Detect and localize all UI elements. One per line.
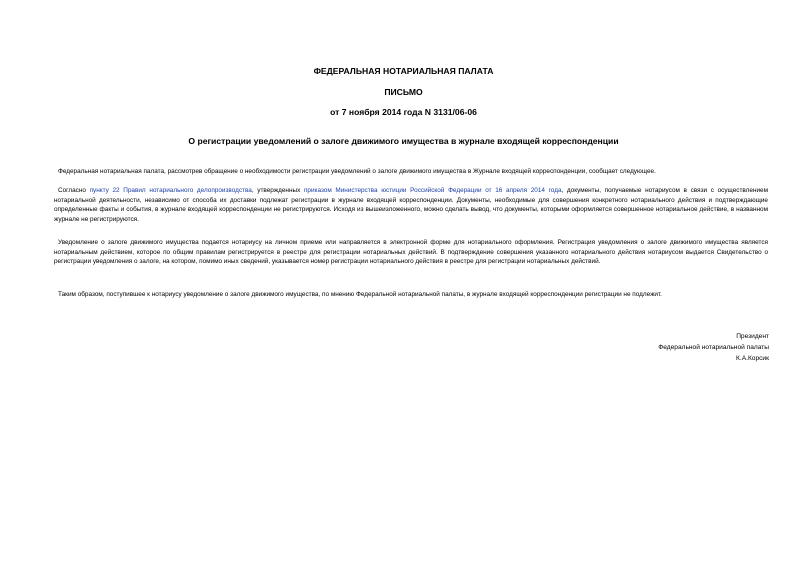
org-title: ФЕДЕРАЛЬНАЯ НОТАРИАЛЬНАЯ ПАЛАТА [313, 66, 494, 76]
signature-name: К.А.Корсик [736, 355, 769, 362]
document-type: ПИСЬМО [384, 87, 423, 97]
paragraph-3: Уведомление о залоге движимого имущества подается нотариусу на личном приеме или направляется в электронной форме для нотариального оформления. Регистрация уведомления о залоге движимого имущества является нотариальным действием, которое по общим правилам регистрируется в реестре для регистрации нотариальных действий. В подтверждение совершения указанного нотариального действия нотариусом выдается Свидетельство о регистрации уведомления о залоге, на котором, помимо иных сведений, указывается номер регистрации нотариального действия в реестре для регистрации нотариальных действий. [54, 239, 768, 266]
paragraph-2-mid: , утвержденных [251, 187, 304, 194]
signature-block [658, 331, 769, 364]
paragraph-4: Таким образом, поступившее к нотариусу уведомление о залоге движимого имущества, по мнению Федеральной нотариальной палаты, в журнале входящей корреспонденции регистрации не подлежит. [58, 291, 662, 298]
rules-link[interactable]: пункту 22 Правил нотариального делопроизводства [89, 187, 252, 194]
paragraph-2 [54, 186, 768, 224]
order-link[interactable]: приказом Министерства юстиции Российской Федерации от 16 апреля 2014 года [303, 187, 562, 194]
paragraph-1: Федеральная нотариальная палата, рассмотрев обращение о необходимости регистрации уведомлений о залоге движимого имущества в Журнале входящей корреспонденции, сообщает следующее. [58, 168, 656, 175]
paragraph-2-suffix: , документы, получаемые нотариусом в связи с осуществлением нотариальной деятельности, независимо от способа их доставки подлежат регистрации в журнале входящей корреспонденции. Документы, необходимые для совершения конкретного нотариального действия и подтверждающие определенные факты и события, в журнале входящей корреспонденции не регистрируются. Исходя из вышеизложенного, можно сделать вывод, что документы, которыми оформляется совершенное нотариальное действие, в названном журнале не регистрируются. [54, 187, 768, 223]
signature-title: Президент [736, 333, 769, 340]
signature-org: Федеральной нотариальной палаты [658, 344, 769, 351]
document-subject: О регистрации уведомлений о залоге движимого имущества в журнале входящей корреспонденции [188, 136, 619, 146]
document-date: от 7 ноября 2014 года N 3131/06-06 [330, 107, 477, 117]
paragraph-2-prefix: Согласно [58, 187, 90, 194]
